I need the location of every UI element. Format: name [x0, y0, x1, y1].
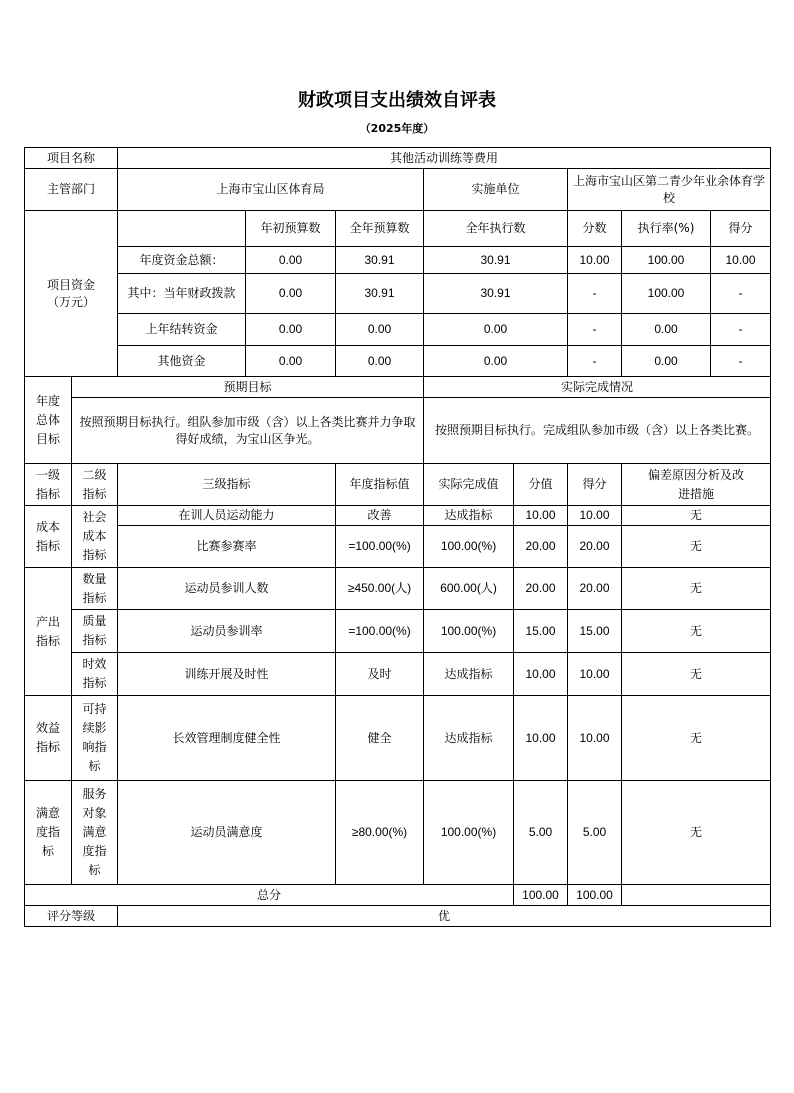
fund-cell: 100.00 — [622, 274, 711, 314]
fund-cell: 0.00 — [246, 247, 336, 274]
fund-cell: - — [711, 274, 771, 314]
indicator-target: 健全 — [336, 696, 424, 781]
level2-text: 可持续影响指标 — [82, 702, 107, 773]
indicator-score: 5.00 — [568, 781, 622, 885]
indicator-weight: 20.00 — [514, 526, 568, 568]
total-deviation-blank — [622, 885, 771, 906]
indicator-actual: 100.00(%) — [424, 526, 514, 568]
grade-value: 优 — [118, 906, 771, 927]
indicator-actual: 达成指标 — [424, 506, 514, 526]
indicator-row — [25, 526, 771, 568]
fund-cell: 30.91 — [424, 247, 568, 274]
fund-cell: 0.00 — [336, 314, 424, 346]
department-row — [25, 169, 771, 211]
total-score: 100.00 — [568, 885, 622, 906]
dept-label: 主管部门 — [25, 169, 118, 211]
indicator-row — [25, 653, 771, 696]
indicator-score: 10.00 — [568, 696, 622, 781]
report-year: （2025年度） — [359, 122, 435, 135]
indicator-weight: 10.00 — [514, 653, 568, 696]
indicator-score: 10.00 — [568, 653, 622, 696]
indicator-weight: 10.00 — [514, 696, 568, 781]
indicator-score: 10.00 — [568, 506, 622, 526]
level2-header-text: 二级指标 — [82, 467, 107, 501]
actual-goal-text: 按照预期目标执行。完成组队参加市级（含）以上各类比赛。 — [424, 398, 771, 464]
goal-content-row — [25, 398, 771, 464]
fund-header: 全年预算数 — [336, 211, 424, 247]
indicator-deviation: 无 — [622, 526, 771, 568]
actual-header: 实际完成值 — [424, 464, 514, 506]
fund-cell: - — [568, 346, 622, 377]
fund-cell: - — [711, 314, 771, 346]
expected-goal-text: 按照预期目标执行。组队参加市级（含）以上各类比赛并力争取得好成绩，为宝山区争光。 — [72, 398, 424, 464]
indicator-name: 比赛参赛率 — [118, 526, 336, 568]
indicator-actual: 100.00(%) — [424, 610, 514, 653]
evaluation-table — [24, 147, 771, 927]
level2-cell — [72, 781, 118, 885]
fund-cell: 0.00 — [336, 346, 424, 377]
score-header: 得分 — [568, 464, 622, 506]
project-name-label: 项目名称 — [25, 148, 118, 169]
goal-header-row — [25, 377, 771, 398]
indicator-target: ≥450.00(人) — [336, 568, 424, 610]
indicator-deviation: 无 — [622, 568, 771, 610]
indicator-row — [25, 568, 771, 610]
level2-cell — [72, 696, 118, 781]
indicator-row — [25, 696, 771, 781]
indicator-row — [25, 506, 771, 526]
indicator-name: 运动员参训人数 — [118, 568, 336, 610]
fund-cell: 30.91 — [424, 274, 568, 314]
fund-row — [25, 314, 771, 346]
level2-text: 数量指标 — [82, 571, 107, 605]
level1-text: 效益指标 — [35, 721, 60, 754]
level2-text: 质量指标 — [82, 614, 107, 647]
level3-header: 三级指标 — [118, 464, 336, 506]
level2-text: 时效指标 — [82, 657, 107, 690]
indicator-weight: 5.00 — [514, 781, 568, 885]
indicator-actual: 达成指标 — [424, 653, 514, 696]
level2-text: 社会成本指标 — [82, 510, 107, 562]
dept-value: 上海市宝山区体育局 — [118, 169, 424, 211]
level1-text: 产出指标 — [35, 614, 60, 648]
level1-header — [25, 464, 72, 506]
fund-cell: 0.00 — [246, 314, 336, 346]
indicator-score: 15.00 — [568, 610, 622, 653]
fund-header-row — [25, 211, 771, 247]
fund-cell: 0.00 — [246, 274, 336, 314]
fund-label — [25, 211, 118, 377]
indicator-name: 训练开展及时性 — [118, 653, 336, 696]
indicator-name: 运动员参训率 — [118, 610, 336, 653]
fund-cell: - — [568, 274, 622, 314]
total-row — [25, 885, 771, 906]
level2-cell — [72, 506, 118, 568]
indicator-weight: 20.00 — [514, 568, 568, 610]
grade-row — [25, 906, 771, 927]
level1-text: 满意度指标 — [35, 806, 60, 858]
fund-header: 分数 — [568, 211, 622, 247]
indicator-weight: 10.00 — [514, 506, 568, 526]
project-name-value: 其他活动训练等费用 — [118, 148, 771, 169]
goal-label-text: 年度总体目标 — [35, 393, 60, 446]
fund-cell: 0.00 — [622, 346, 711, 377]
fund-row — [25, 274, 771, 314]
fund-row-label: 其他资金 — [118, 346, 246, 377]
impl-value: 上海市宝山区第二青少年业余体育学校 — [568, 169, 771, 211]
indicator-target: =100.00(%) — [336, 526, 424, 568]
level1-header-text: 一级指标 — [35, 467, 60, 501]
indicator-score: 20.00 — [568, 568, 622, 610]
goal-label — [25, 377, 72, 464]
indicator-actual: 达成指标 — [424, 696, 514, 781]
indicator-deviation: 无 — [622, 610, 771, 653]
fund-header: 全年执行数 — [424, 211, 568, 247]
indicator-actual: 600.00(人) — [424, 568, 514, 610]
total-weight: 100.00 — [514, 885, 568, 906]
level1-cell — [25, 506, 72, 568]
page-title: 财政项目支出绩效自评表 — [298, 90, 496, 111]
fund-row-label: 其中：当年财政拨款 — [118, 274, 246, 314]
deviation-header-text: 偏差原因分析及改进措施 — [648, 467, 745, 501]
indicator-target: 及时 — [336, 653, 424, 696]
fund-cell: - — [711, 346, 771, 377]
indicator-actual: 100.00(%) — [424, 781, 514, 885]
indicator-deviation: 无 — [622, 696, 771, 781]
fund-cell: 0.00 — [424, 346, 568, 377]
indicator-row — [25, 610, 771, 653]
indicator-score: 20.00 — [568, 526, 622, 568]
fund-cell: - — [568, 314, 622, 346]
fund-cell: 10.00 — [711, 247, 771, 274]
level2-header — [72, 464, 118, 506]
fund-row-label: 年度资金总额： — [118, 247, 246, 274]
target-header: 年度指标值 — [336, 464, 424, 506]
fund-row — [25, 346, 771, 377]
expected-goal-header: 预期目标 — [72, 377, 424, 398]
fund-cell: 0.00 — [246, 346, 336, 377]
level1-cell — [25, 568, 72, 696]
fund-cell: 30.91 — [336, 247, 424, 274]
fund-header: 执行率(%) — [622, 211, 711, 247]
indicator-name: 在训人员运动能力 — [118, 506, 336, 526]
fund-cell: 10.00 — [568, 247, 622, 274]
indicator-row — [25, 781, 771, 885]
indicator-name: 长效管理制度健全性 — [118, 696, 336, 781]
indicator-deviation: 无 — [622, 653, 771, 696]
indicator-header-row — [25, 464, 771, 506]
fund-header-blank — [118, 211, 246, 247]
fund-header: 得分 — [711, 211, 771, 247]
level2-text: 服务对象满意度指标 — [82, 787, 107, 877]
level1-cell — [25, 781, 72, 885]
indicator-deviation: 无 — [622, 506, 771, 526]
fund-label-text: 项目资金（万元） — [46, 277, 95, 309]
indicator-target: ≥80.00(%) — [336, 781, 424, 885]
total-label: 总分 — [25, 885, 514, 906]
fund-header: 年初预算数 — [246, 211, 336, 247]
fund-cell: 0.00 — [622, 314, 711, 346]
level2-cell — [72, 653, 118, 696]
level2-cell — [72, 568, 118, 610]
fund-row-label: 上年结转资金 — [118, 314, 246, 346]
fund-cell: 30.91 — [336, 274, 424, 314]
weight-header: 分值 — [514, 464, 568, 506]
indicator-target: 改善 — [336, 506, 424, 526]
indicator-target: =100.00(%) — [336, 610, 424, 653]
impl-label: 实施单位 — [424, 169, 568, 211]
deviation-header — [622, 464, 771, 506]
fund-cell: 0.00 — [424, 314, 568, 346]
fund-row — [25, 247, 771, 274]
level1-cell — [25, 696, 72, 781]
level1-text: 成本指标 — [35, 519, 60, 553]
indicator-name: 运动员满意度 — [118, 781, 336, 885]
project-name-row — [25, 148, 771, 169]
indicator-weight: 15.00 — [514, 610, 568, 653]
indicator-deviation: 无 — [622, 781, 771, 885]
fund-cell: 100.00 — [622, 247, 711, 274]
grade-label: 评分等级 — [25, 906, 118, 927]
level2-cell — [72, 610, 118, 653]
actual-goal-header: 实际完成情况 — [424, 377, 771, 398]
